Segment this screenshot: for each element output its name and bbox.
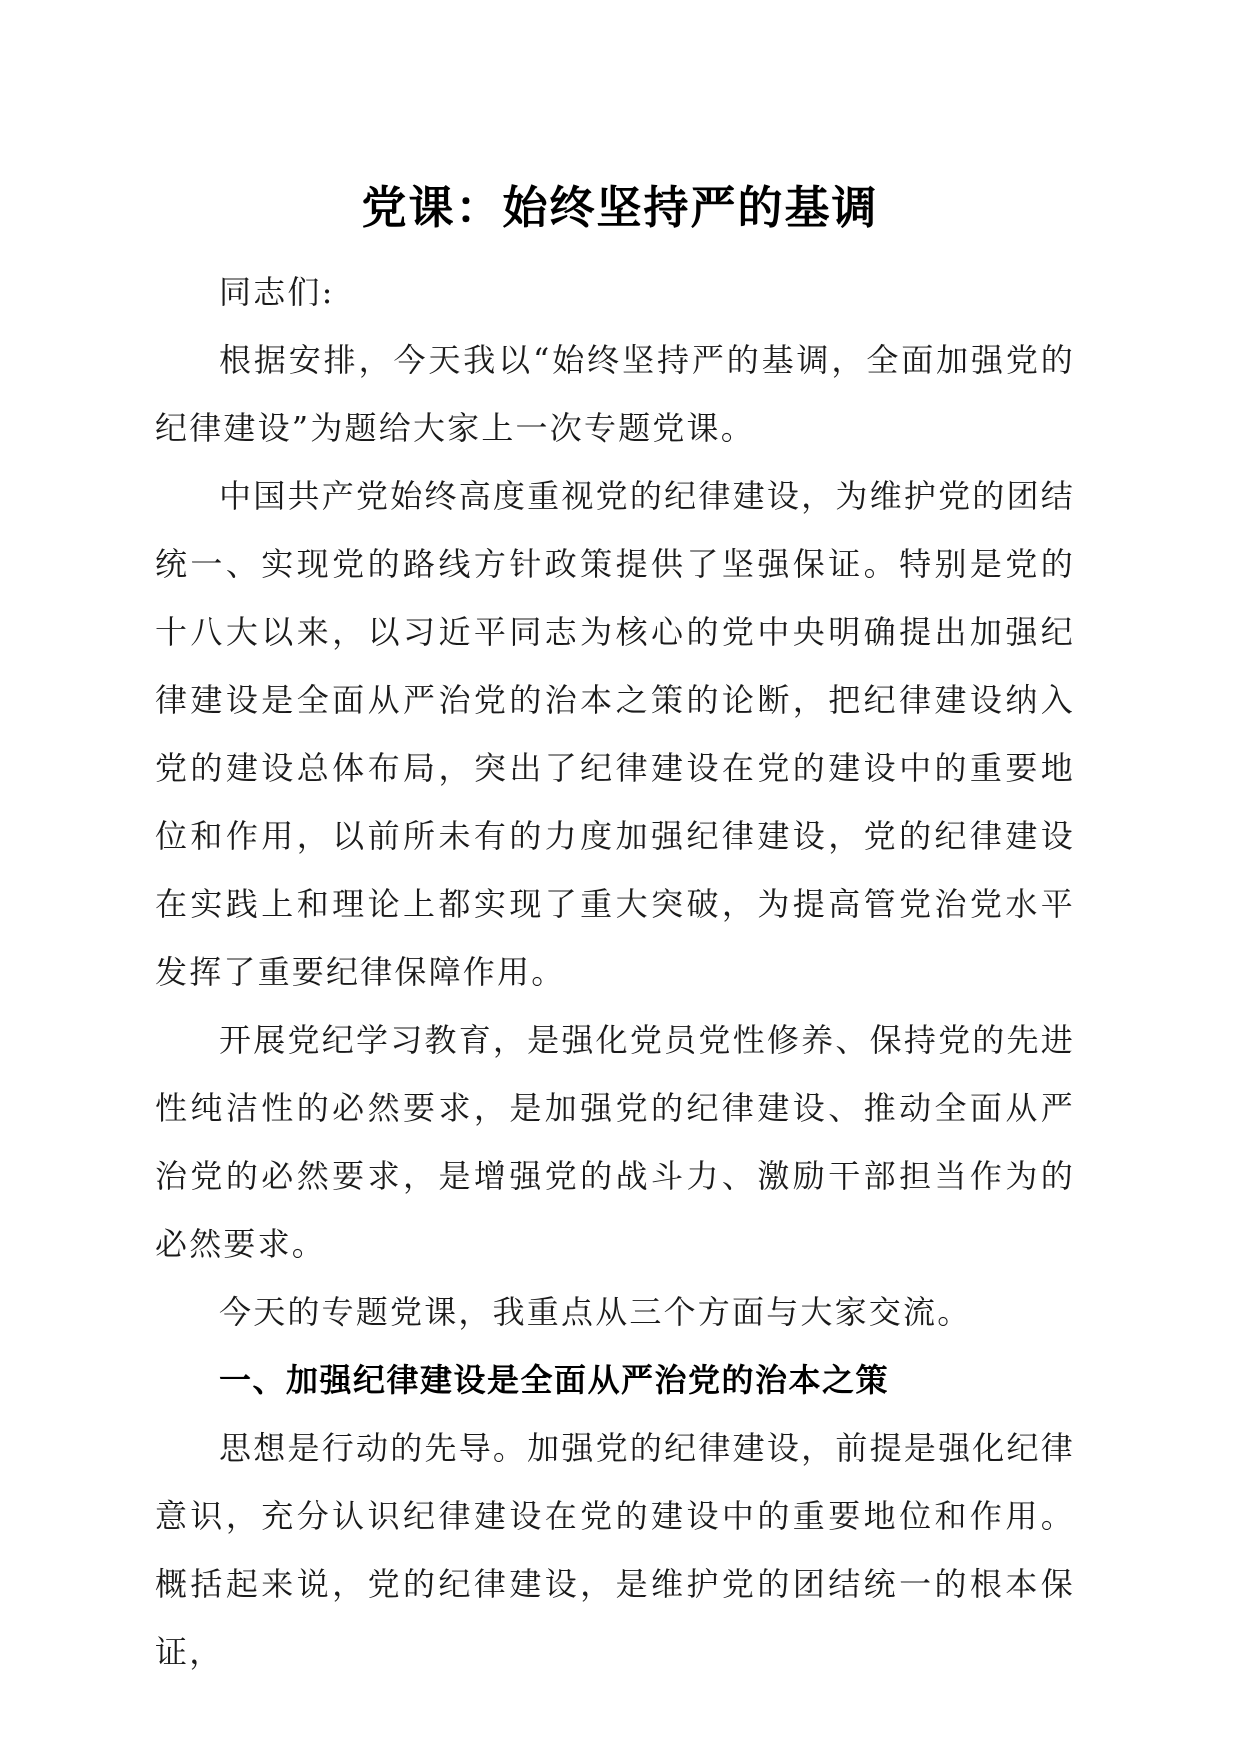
body-paragraph: 根据安排，今天我以“始终坚持严的基调，全面加强党的纪律建设”为题给大家上一次专题党课。 [155,341,1075,447]
body-paragraph: 中国共产党始终高度重视党的纪律建设，为维护党的团结统一、实现党的路线方针政策提供了坚强保证。特别是党的十八大以来，以习近平同志为核心的党中央明确提出加强纪律建设是全面从严治党的治本之策的论断，把纪律建设纳入党的建设总体布局，突出了纪律建设在党的建设中的重要地位和作用，以前所未有的力度加强纪律建设，党的纪律建设在实践上和理论上都实现了重大突破，为提高管党治党水平发挥了重要纪律保障作用。 [155,477,1075,991]
body-paragraph: 今天的专题党课，我重点从三个方面与大家交流。 [219,1293,972,1331]
body-paragraph: 开展党纪学习教育，是强化党员党性修养、保持党的先进性纯洁性的必然要求，是加强党的纪律建设、推动全面从严治党的必然要求，是增强党的战斗力、激励干部担当作为的必然要求。 [155,1021,1075,1263]
section-heading: 一、加强纪律建设是全面从严治党的治本之策 [219,1361,890,1399]
document-body [155,258,1075,1686]
document-title: 党课：始终坚持严的基调 [361,181,879,234]
greeting: 同志们: [219,273,335,311]
body-paragraph: 思想是行动的先导。加强党的纪律建设，前提是强化纪律意识，充分认识纪律建设在党的建设中的重要地位和作用。概括起来说，党的纪律建设，是维护党的团结统一的根本保证， [155,1429,1075,1671]
